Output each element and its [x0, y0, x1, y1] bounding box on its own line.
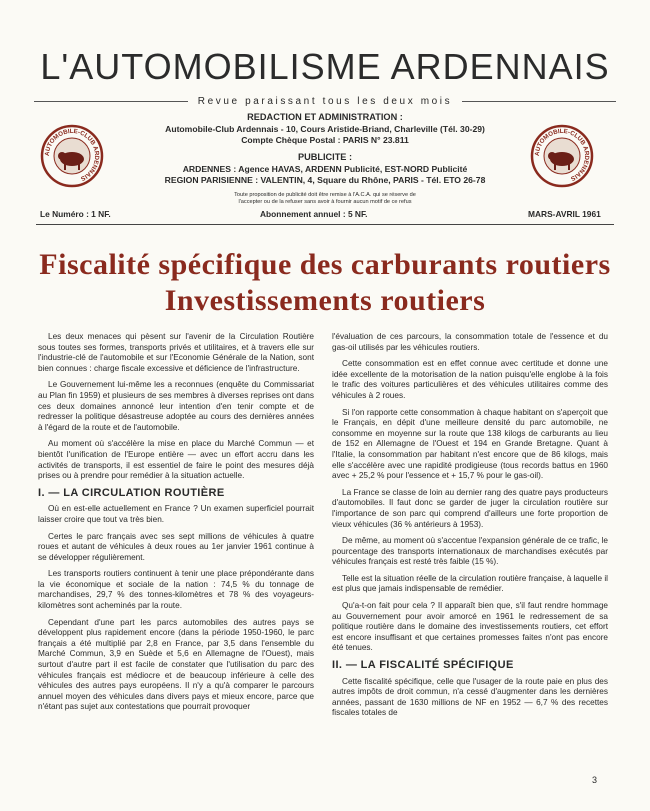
paragraph: Certes le parc français avec ses sept millions de véhicules à quatre roues et autant de véhicules à deux roues au 1er janvier 1961 continue à se développer régulièrement.: [38, 531, 314, 562]
paragraph: Telle est la situation réelle de la circulation routière française, à laquelle il est plus que jamais indispensable de remédier.: [332, 573, 608, 594]
section-heading-2: II. — LA FISCALITÉ SPÉCIFIQUE: [332, 659, 514, 672]
paragraph: Cependant d'une part les parcs automobiles des autres pays se développent plus rapidement encore (dans la période 1950-1960, le parc français a été multiplié par 2,8 en France, par 3,5 dans l'ensemble du Marché Commun, 3,9 en Suède et 5,6 en Allemagne de l'Ouest), mais surtout d'autre part il est facile de constater que l'utilisation du parc des véhicules français est médiocre et de beaucoup inférieure à celle des véhicules des autres pays européens. Il n'y a qu'à comparer le parcours annuel moyen des véhicules dans divers pays et mieux encore, parce que n'étant pas sujet aux contestations que pourrait provoquer: [38, 617, 314, 712]
publication-info: [130, 112, 520, 206]
club-logo-left: [40, 124, 104, 188]
pub-notice-2: l'accepter ou de la refuser sans avoir à fournir aucun motif de ce refus: [238, 199, 412, 205]
paragraph: l'évaluation de ces parcours, la consommation totale de l'essence et du gas-oil utilisés par les véhicules routiers.: [332, 332, 608, 352]
pub-paris: REGION PARISIENNE : VALENTIN, 4, Square du Rhône, PARIS - Tél. ETO 26-78: [164, 175, 486, 185]
tagline: Revue paraissant tous les deux mois: [197, 95, 453, 107]
paragraph: De même, au moment où s'accentue l'expansion générale de ce trafic, le pourcentage des transports internationaux de marchandises exécutés par véhicules français est resté très faible (15 %).: [332, 536, 608, 567]
pub-ardennes: ARDENNES : Agence HAVAS, ARDENN Publicité, EST-NORD Publicité: [182, 164, 468, 174]
divider: [462, 101, 616, 102]
paragraph: Cette fiscalité spécifique, celle que l'usager de la route paie en plus des autres impôts de droit commun, n'a cessé d'augmenter dans les dernières années, passant de 1630 millions de NF en 1952 — 6,7 % des recettes fiscales totales de: [332, 676, 608, 718]
divider: [34, 101, 188, 102]
issue-date: MARS-AVRIL 1961: [528, 209, 601, 219]
issue-price: Le Numéro : 1 NF.: [40, 209, 111, 219]
redaction-heading: REDACTION ET ADMINISTRATION :: [247, 112, 403, 122]
pub-heading: PUBLICITE :: [297, 152, 353, 162]
page-number: 3: [592, 775, 598, 785]
cheque-account: Compte Chèque Postal : PARIS N° 23.811: [241, 135, 409, 145]
subscription-price: Abonnement annuel : 5 NF.: [260, 209, 368, 219]
left-column: [38, 332, 314, 719]
paragraph: Les transports routiers continuent à tenir une place prépondérante dans la vie économique et sociale de la nation : 74,5 % du tonnage de marchandises, 29,7 % des tonnes-kilomètres et 78 % des voyageurs-kilomètres sont acheminés par la route.: [38, 569, 314, 611]
paragraph: Le Gouvernement lui-même les a reconnues (enquête du Commissariat au Plan fin 1959) et plusieurs de ses membres à diverses reprises ont dans ces deux domaines annoncé leur intention d'en tenir compte et de redresser la politique désastreuse adoptée au cours des dernières années à l'égard de la route et de l'automobile.: [38, 380, 314, 432]
paragraph: Si l'on rapporte cette consommation à chaque habitant on s'aperçoit que le Français, en dépit d'une meilleure densité du parc automobile, ne consomme en moyenne sur la route que 138 kilogs de carburants au lieu de 152 en Allemagne de l'Ouest et 194 en Grande Bretagne. Quant à l'Italie, la consommation par habitant n'est encore que de 86 kilogs, mais elle s'accélère avec une rapidité prodigieuse (tous records battus en 1960 avec + 25,2 % pour l'essence et + 15,7 % pour le gas-oil).: [332, 407, 608, 481]
section-heading-1: I. — LA CIRCULATION ROUTIÈRE: [38, 486, 225, 499]
paragraph: Au moment où s'accélère la mise en place du Marché Commun — et bientôt l'unification de l'Europe entière — avec un effort accru dans les activités de transports, il est essentiel de faire le point des mesures déjà prises ou à prendre pour remédier à la situation actuelle.: [38, 439, 314, 481]
club-logo-right: [530, 124, 594, 188]
paragraph: Qu'a-t-on fait pour cela ? Il apparaît bien que, s'il faut rendre hommage au Gouvernement pour avoir amorcé en 1961 le redressement de sa politique routière dans le domaine des investissements routiers, cet effort est encore insuffisant et que certaines promesses faites n'ont pas encore été tenues.: [332, 601, 608, 653]
tagline-row: [34, 94, 616, 108]
paragraph: La France se classe de loin au dernier rang des quatre pays producteurs d'automobiles. Il faut donc se garder de juger la circulation routière sur l'importance de son parc qui comprend d'ailleurs une forte proportion de vieux véhicules (36 % antérieurs à 1953).: [332, 487, 608, 529]
headline-line-1: Fiscalité spécifique des carburants routiers: [39, 248, 611, 281]
paragraph: Où en est-elle actuellement en France ? Un examen superficiel pourrait laisser croire que tout va très bien.: [38, 504, 314, 524]
paragraph: Les deux menaces qui pèsent sur l'avenir de la Circulation Routière sous toutes ses formes, transports privés et utilitaires, et à travers elle sur l'industrie-clé de l'automobile et sur l'Economie Générale de la Nation, sont bien connues : charge fiscale excessive et déficience de l'infrastructure.: [38, 332, 314, 373]
logo-ring-text: AUTOMOBILE-CLUB ARDENNAIS: [43, 127, 101, 182]
paragraph: Cette consommation est en effet connue avec certitude et donne une idée excellente de la motorisation de la nation puisqu'elle englobe à la fois le trafic des voitures particulières et des véhicules utilitaires comme des véhicules à 2 roues.: [332, 359, 608, 400]
headline-line-2: Investissements routiers: [164, 284, 486, 317]
masthead-title: L'AUTOMOBILISME ARDENNAIS: [40, 46, 610, 87]
pub-notice-1: Toute proposition de publicité doit être remise à l'A.C.A. qui se réserve de: [234, 192, 416, 198]
right-column: [332, 332, 608, 725]
redaction-address: Automobile-Club Ardennais - 10, Cours Aristide-Briand, Charleville (Tél. 30-29): [165, 124, 485, 134]
header-divider: [36, 224, 614, 225]
logo-ring-text: AUTOMOBILE-CLUB ARDENNAIS: [533, 127, 591, 182]
